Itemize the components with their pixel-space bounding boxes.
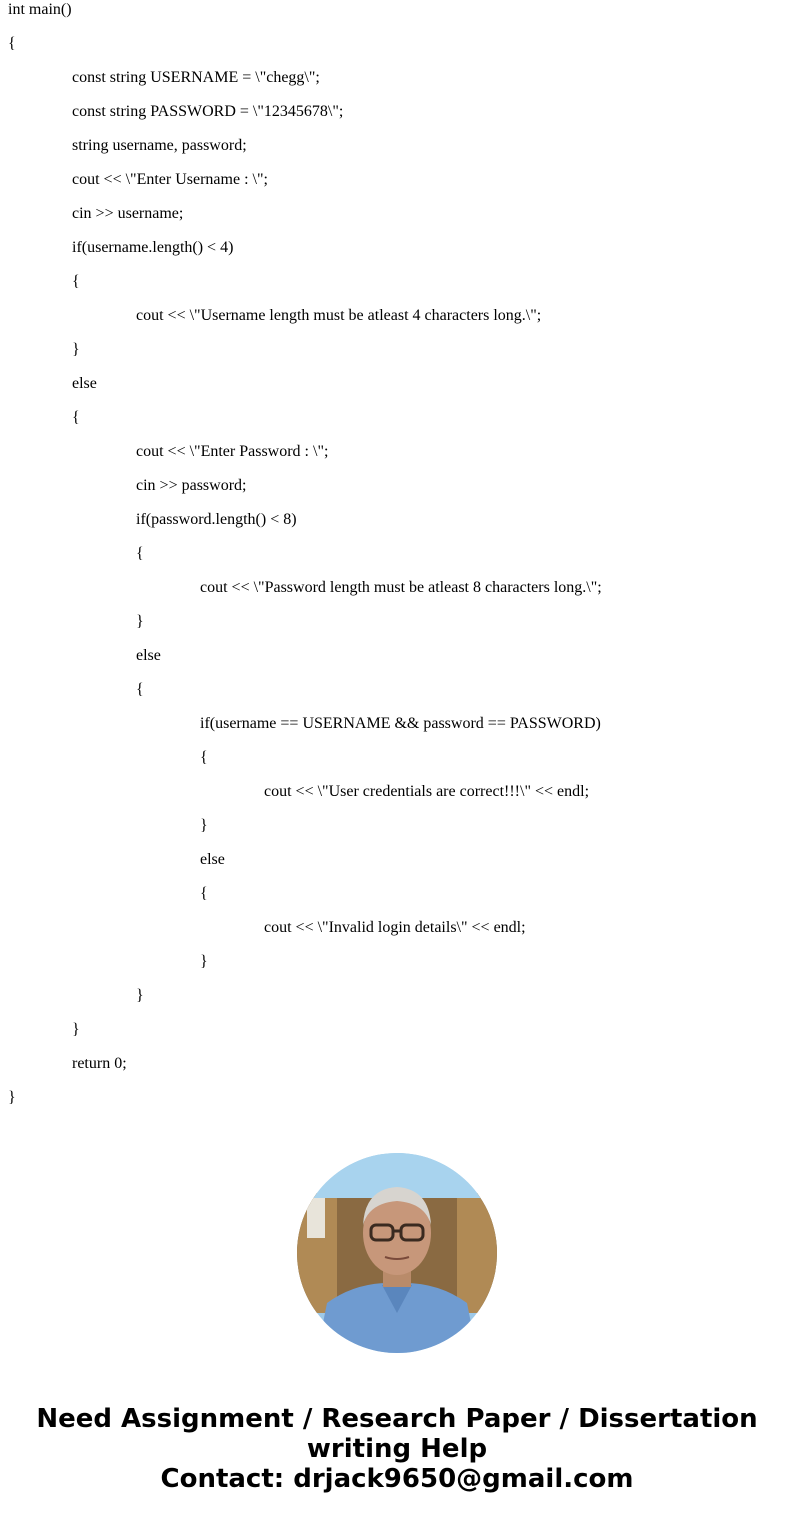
cta-line-1: Need Assignment / Research Paper / Dissertation xyxy=(36,1404,758,1434)
code-line: else xyxy=(72,375,97,392)
code-line: } xyxy=(200,817,208,834)
code-line: cout << \"Password length must be atleast 8 characters long.\"; xyxy=(200,579,602,596)
code-line: else xyxy=(136,647,161,664)
code-listing xyxy=(8,0,788,1122)
code-line: cout << \"Username length must be atleast 4 characters long.\"; xyxy=(136,307,542,324)
code-line: { xyxy=(136,681,144,698)
code-line: } xyxy=(72,341,80,358)
code-line: cout << \"Enter Password : \"; xyxy=(136,443,329,460)
code-line: { xyxy=(72,409,80,426)
code-line: } xyxy=(136,987,144,1004)
code-line: if(password.length() < 8) xyxy=(136,511,297,528)
code-line: else xyxy=(200,851,225,868)
code-line: } xyxy=(200,953,208,970)
code-line: { xyxy=(8,35,16,52)
code-line: const string USERNAME = \"chegg\"; xyxy=(72,69,320,86)
code-line: int main() xyxy=(8,1,72,18)
cta-line-3: Contact: drjack9650@gmail.com xyxy=(160,1464,634,1494)
code-line: cout << \"User credentials are correct!!!\" << endl; xyxy=(264,783,590,800)
code-line: cin >> username; xyxy=(72,205,184,222)
code-line: { xyxy=(72,273,80,290)
author-avatar xyxy=(297,1153,497,1353)
code-line: if(username == USERNAME && password == PASSWORD) xyxy=(200,715,601,732)
code-line: cin >> password; xyxy=(136,477,247,494)
cta-line-2: writing Help xyxy=(306,1434,488,1464)
code-line: { xyxy=(200,749,208,766)
code-line: if(username.length() < 4) xyxy=(72,239,234,256)
code-line: { xyxy=(200,885,208,902)
code-line: cout << \"Invalid login details\" << endl; xyxy=(264,919,526,936)
code-line: } xyxy=(136,613,144,630)
code-line: const string PASSWORD = \"12345678\"; xyxy=(72,103,344,120)
code-line: { xyxy=(136,545,144,562)
code-line: } xyxy=(8,1089,16,1106)
code-line: return 0; xyxy=(72,1055,127,1072)
code-line: string username, password; xyxy=(72,137,247,154)
person-photo-icon xyxy=(297,1153,497,1353)
contact-banner xyxy=(0,1404,794,1494)
code-line: } xyxy=(72,1021,80,1038)
code-line: cout << \"Enter Username : \"; xyxy=(72,171,268,188)
